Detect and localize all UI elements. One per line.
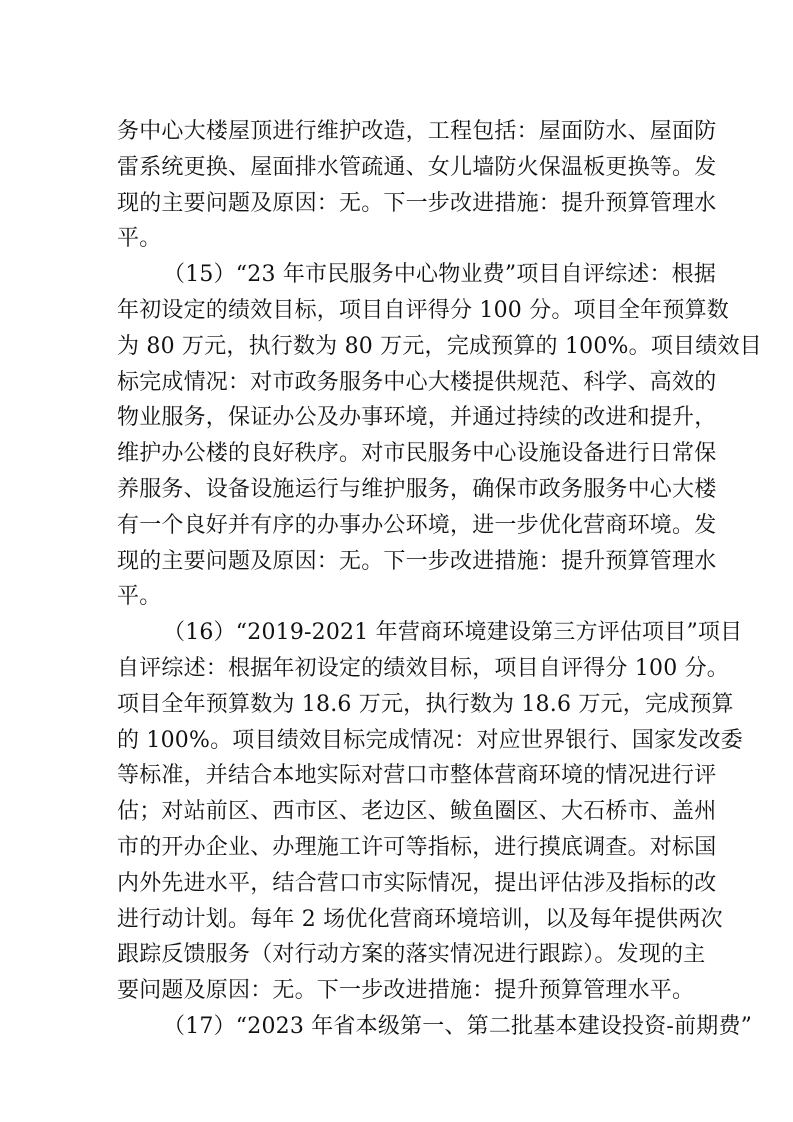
text-line: 等标准，并结合本地实际对营口市整体营商环境的情况进行评	[117, 763, 717, 789]
text-line: （17）“2023 年省本级第一、第二批基本建设投资-前期费”	[163, 1013, 753, 1039]
text-line: 物业服务，保证办公及办事环境，并通过持续的改进和提升，	[117, 405, 717, 431]
paragraph-item-14-continued	[117, 114, 717, 257]
text-line: 平。	[117, 226, 162, 252]
text-line: 进行动计划。每年 2 场优化营商环境培训，以及每年提供两次	[117, 906, 723, 932]
text-line: 为 80 万元，执行数为 80 万元，完成预算的 100%。项目绩效目	[117, 333, 762, 359]
text-line: 要问题及原因：无。下一步改进措施：提升预算管理水平。	[117, 978, 695, 1004]
text-line: 自评综述：根据年初设定的绩效目标，项目自评得分 100 分。	[117, 655, 729, 681]
text-line: 市的开办企业、办理施工许可等指标，进行摸底调查。对标国	[117, 834, 717, 860]
text-line: 现的主要问题及原因：无。下一步改进措施：提升预算管理水	[117, 190, 717, 216]
text-line: （15）“23 年市民服务中心物业费”项目自评综述：根据	[163, 262, 717, 288]
document-page	[117, 114, 762, 1045]
text-line: 标完成情况：对市政务服务中心大楼提供规范、科学、高效的	[117, 369, 717, 395]
paragraph-item-16	[117, 615, 743, 1009]
text-line: 的 100%。项目绩效目标完成情况：对应世界银行、国家发改委	[117, 727, 743, 753]
text-line: 有一个良好并有序的办事办公环境，进一步优化营商环境。发	[117, 512, 717, 538]
text-line: 项目全年预算数为 18.6 万元，执行数为 18.6 万元，完成预算	[117, 691, 734, 717]
text-line: 维护办公楼的良好秩序。对市民服务中心设施设备进行日常保	[117, 441, 717, 467]
text-line: 年初设定的绩效目标，项目自评得分 100 分。项目全年预算数	[117, 297, 729, 323]
text-line: 务中心大楼屋顶进行维护改造，工程包括：屋面防水、屋面防	[117, 119, 717, 144]
text-line: 估；对站前区、西市区、老边区、鲅鱼圈区、大石桥市、盖州	[117, 799, 717, 825]
paragraph-item-15	[117, 257, 762, 615]
text-line: （16）“2019-2021 年营商环境建设第三方评估项目”项目	[163, 620, 743, 646]
text-line: 雷系统更换、屋面排水管疏通、女儿墙防火保温板更换等。发	[117, 154, 717, 180]
text-line: 现的主要问题及原因：无。下一步改进措施：提升预算管理水	[117, 548, 717, 574]
text-line: 平。	[117, 584, 162, 610]
text-line: 养服务、设备设施运行与维护服务，确保市政务服务中心大楼	[117, 476, 717, 502]
text-line: 跟踪反馈服务（对行动方案的落实情况进行跟踪）。发现的主	[117, 942, 706, 968]
text-line: 内外先进水平，结合营口市实际情况，提出评估涉及指标的改	[117, 870, 717, 896]
paragraph-item-17-start	[117, 1009, 753, 1045]
